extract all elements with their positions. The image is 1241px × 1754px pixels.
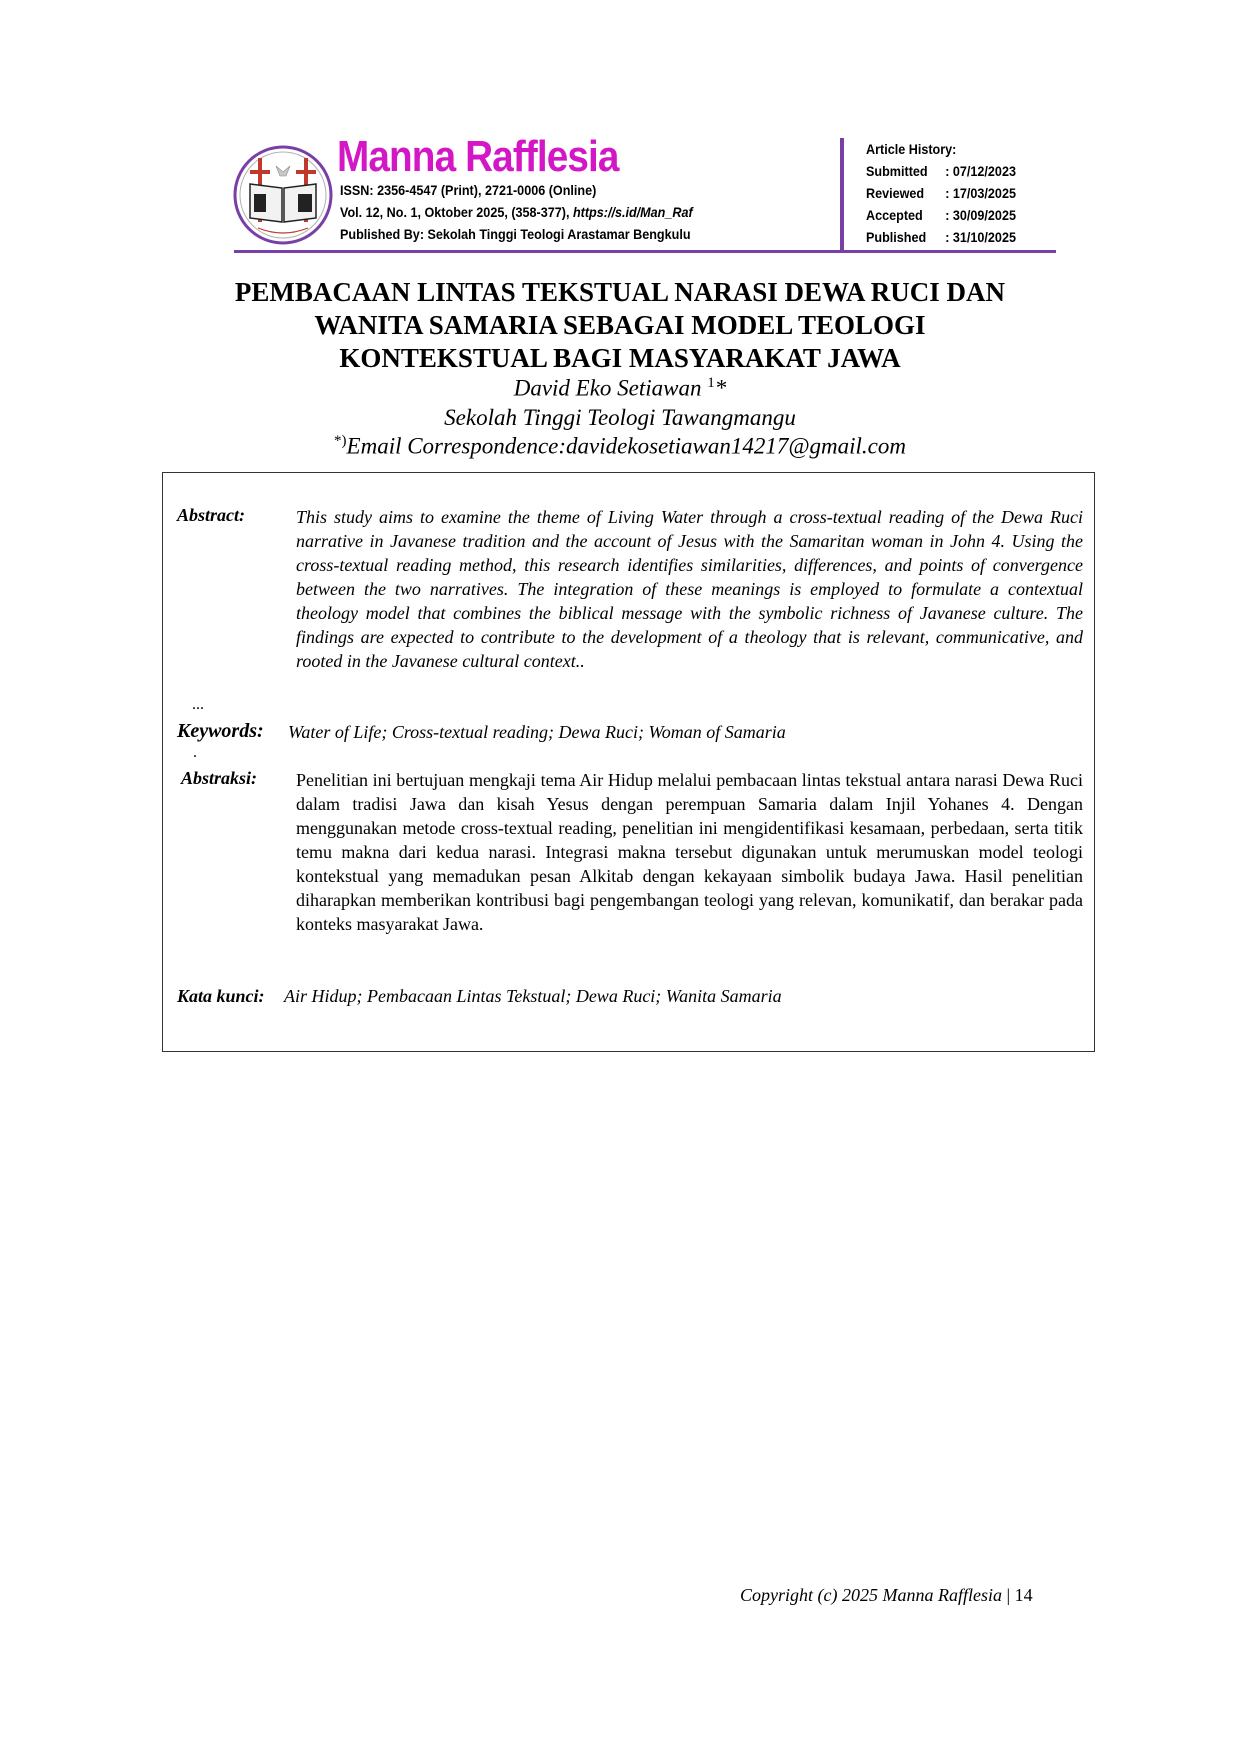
volume-line xyxy=(340,204,693,220)
abstraksi-text: Penelitian ini bertujuan mengkaji tema Air Hidup melalui pembacaan lintas tekstual antara narasi Dewa Ruci dalam tradisi Jawa dan kisah Yesus dengan perempuan Samaria dalam Injil Yohanes 4. Dengan menggunakan metode cross-textual reading, penelitian ini mengidentifikasi kesamaan, perbedaan, serta titik temu makna dari kedua narasi. Integrasi makna tersebut digunakan untuk merumuskan model teologi kontekstual yang memadukan pesan Alkitab dengan kekayaan simbolik budaya Jawa. Hasil penelitian diharapkan memberikan kontribusi bagi pengembangan teologi yang relevan, komunikatif, dan berakar pada konteks masyarakat Jawa. xyxy=(296,770,1083,934)
ellipsis-mark: ... xyxy=(192,696,204,713)
volume-text: Vol. 12, No. 1, Oktober 2025, (358-377), xyxy=(340,204,570,220)
journal-header xyxy=(232,128,1052,258)
keywords-text: Water of Life; Cross-textual reading; Dewa Ruci; Woman of Samaria xyxy=(288,722,786,742)
journal-url[interactable]: https://s.id/Man_Raf xyxy=(572,204,693,220)
history-value: : 30/09/2025 xyxy=(945,207,1016,223)
issn-line: ISSN: 2356-4547 (Print), 2721-0006 (Online) xyxy=(340,182,597,198)
author-line xyxy=(140,375,1100,402)
publisher-line: Published By: Sekolah Tinggi Teologi Arastamar Bengkulu xyxy=(340,226,691,242)
history-value: : 17/03/2025 xyxy=(945,185,1016,201)
abstract-text: This study aims to examine the theme of Living Water through a cross-textual reading of the Dewa Ruci narrative in Javanese tradition and the account of Jesus with the Samaritan woman in John 4. Using the cross-textual reading method, this research identifies similarities, differences, and points of convergence between the two narratives. The integration of these meanings is employed to formulate a contextual theology model that combines the biblical message with the symbolic richness of Javanese culture. The findings are expected to contribute to the development of a theology that is relevant, communicative, and rooted in the Javanese cultural context.. xyxy=(296,507,1083,671)
author-star: * xyxy=(714,375,727,401)
paper-title xyxy=(140,276,1100,375)
title-line: KONTEKSTUAL BAGI MASYARAKAT JAWA xyxy=(339,343,901,373)
journal-name: Manna Rafflesia xyxy=(337,132,619,181)
abstraksi-label: Abstraksi: xyxy=(181,768,258,788)
history-row xyxy=(866,182,1016,204)
history-label: Submitted xyxy=(866,163,928,179)
history-value: : 07/12/2023 xyxy=(945,163,1016,179)
keywords-label: Keywords: xyxy=(177,720,264,742)
history-heading: Article History: xyxy=(866,141,957,157)
kata-kunci-text: Air Hidup; Pembacaan Lintas Tekstual; Dewa Ruci; Wanita Samaria xyxy=(284,986,782,1006)
dot-mark: . xyxy=(193,744,197,761)
author-name: David Eko Setiawan xyxy=(513,375,708,401)
journal-logo xyxy=(232,144,334,246)
author-affil-mark: 1 xyxy=(707,375,715,391)
email-line xyxy=(140,433,1100,460)
article-history xyxy=(866,138,1016,248)
email-mark: *) xyxy=(334,433,347,449)
kata-kunci-label: Kata kunci: xyxy=(177,986,265,1006)
header-horizontal-divider xyxy=(234,250,1056,253)
title-line: PEMBACAAN LINTAS TEKSTUAL NARASI DEWA RUCI DAN xyxy=(234,277,1006,307)
history-row xyxy=(866,226,1016,248)
page-footer xyxy=(740,1585,1033,1606)
history-label: Published xyxy=(866,229,927,245)
history-value: : 31/10/2025 xyxy=(945,229,1016,245)
history-label: Reviewed xyxy=(866,185,925,201)
abstract-label: Abstract: xyxy=(177,505,246,525)
copyright-text: Copyright (c) 2025 Manna Rafflesia xyxy=(740,1585,1002,1605)
footer-separator: | xyxy=(1001,1585,1015,1605)
header-vertical-divider xyxy=(840,138,844,252)
page-number: 14 xyxy=(1014,1585,1033,1605)
correspondence-email: Email Correspondence:davidekosetiawan14217@gmail.com xyxy=(346,433,906,459)
history-row xyxy=(866,204,1016,226)
affiliation: Sekolah Tinggi Teologi Tawangmangu xyxy=(444,405,796,430)
history-row xyxy=(866,160,1016,182)
title-line: WANITA SAMARIA SEBAGAI MODEL TEOLOGI xyxy=(314,310,926,340)
history-label: Accepted xyxy=(866,207,923,223)
